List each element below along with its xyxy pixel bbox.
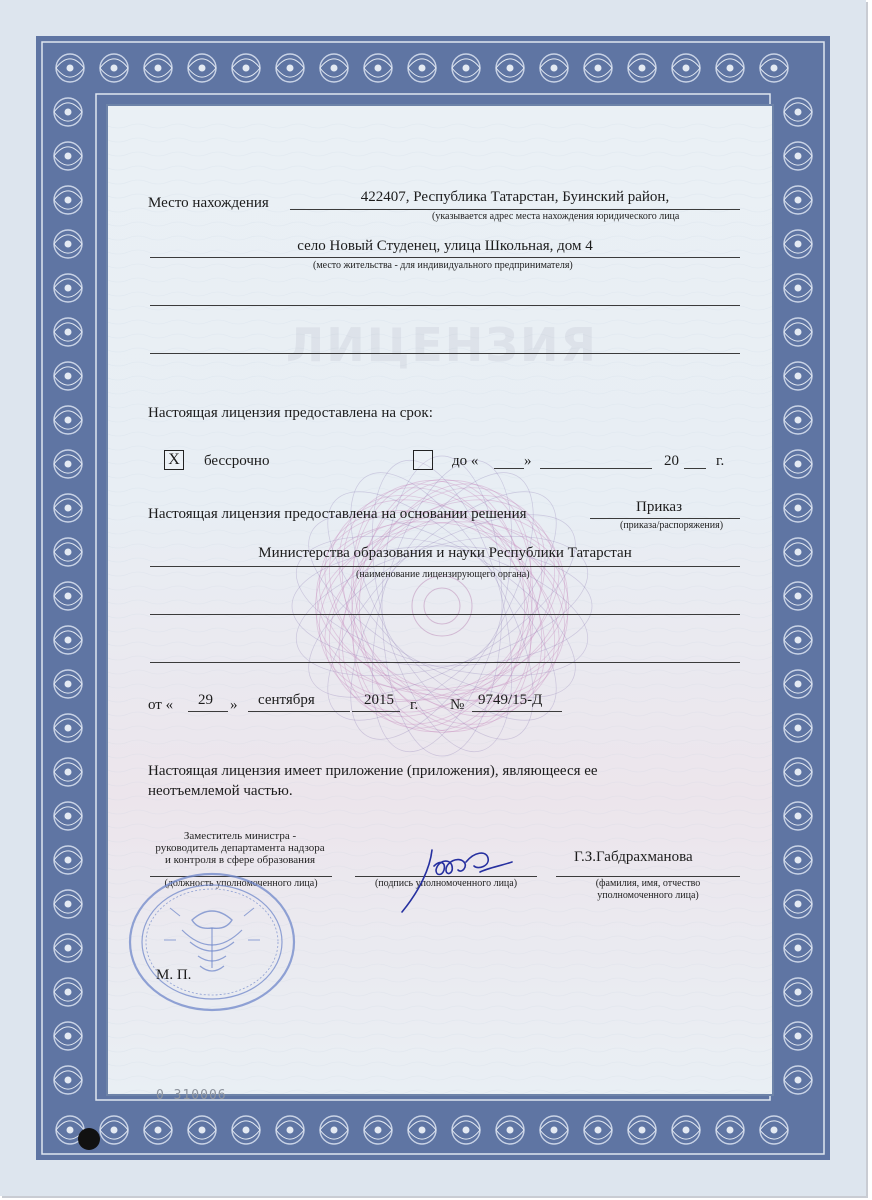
until-month-line [540,468,652,469]
perpetual-label: бессрочно [204,453,270,469]
date-year: 2015 [364,692,394,708]
punch-hole [78,1128,100,1150]
term-heading: Настоящая лицензия предоставлена на срок: [148,405,433,421]
date-month: сентября [258,692,315,708]
perpetual-checkbox[interactable]: X [164,450,184,470]
date-year-line [352,711,400,712]
name-caption-line2: уполномоченного лица) [597,890,699,901]
date-year-suffix: г. [410,697,419,713]
signatory-position-line1: Заместитель министра - [183,830,297,842]
until-year-line [684,468,706,469]
until-day-line [494,468,524,469]
location-address-line2: село Новый Студенец, улица Школьная, дом 4 [297,238,593,254]
location-caption-2: (место жительства - для индивидуального предпринимателя) [313,260,573,271]
date-day: 29 [198,692,213,708]
doc-type-line [590,518,740,519]
doc-type-value: Приказ [636,499,683,515]
doc-type-caption: (приказа/распоряжения) [620,520,724,531]
until-close-quote: » [524,453,532,469]
authority-value: Министерства образования и науки Республики Татарстан [258,545,632,561]
location-label: Место нахождения [148,195,269,211]
until-date-checkbox[interactable] [413,450,433,470]
blank-line [150,353,740,354]
blank-line [150,305,740,306]
serial-number: 0 310006 [156,1088,227,1103]
number-sign: № [450,697,465,713]
authority-line [150,566,740,567]
license-number: 9749/15-Д [478,692,543,708]
location-address-line1: 422407, Республика Татарстан, Буинский район, [360,189,670,205]
date-close-quote: » [230,697,238,713]
signatory-name: Г.З.Габдрахманова [574,849,693,865]
authority-caption: (наименование лицензирующего органа) [356,569,530,580]
location-caption-1: (указывается адрес места нахождения юридического лица [432,211,680,222]
seal-place-label: М. П. [156,967,192,983]
watermark: ЛИЦЕНЗИЯ [286,318,598,372]
location-line-1 [290,209,740,210]
date-day-line [188,711,228,712]
until-prefix: до « [452,453,479,469]
until-year-suffix: г. [716,453,725,469]
name-line [556,876,740,877]
signatory-position-line2: руководитель департамента надзора [155,842,325,854]
blank-line [150,614,740,615]
signatory-position-line3: и контроля в сфере образования [164,854,316,866]
number-line [472,711,562,712]
until-year-prefix: 20 [664,453,679,469]
official-seal-stamp [120,870,310,1020]
annex-text-line1: Настоящая лицензия имеет приложение (приложения), являющееся ее [148,763,598,779]
location-line-2 [150,257,740,258]
basis-heading: Настоящая лицензия предоставлена на основании решения [148,506,527,522]
signature-caption: (подпись уполномоченного лица) [374,878,518,889]
position-caption: (должность уполномоченного лица) [164,878,318,889]
blank-line [150,662,740,663]
annex-text-line2: неотъемлемой частью. [148,783,293,799]
name-caption-line1: (фамилия, имя, отчество [595,878,701,889]
date-prefix: от « [148,697,174,713]
date-month-line [248,711,350,712]
handwritten-signature [380,838,520,918]
